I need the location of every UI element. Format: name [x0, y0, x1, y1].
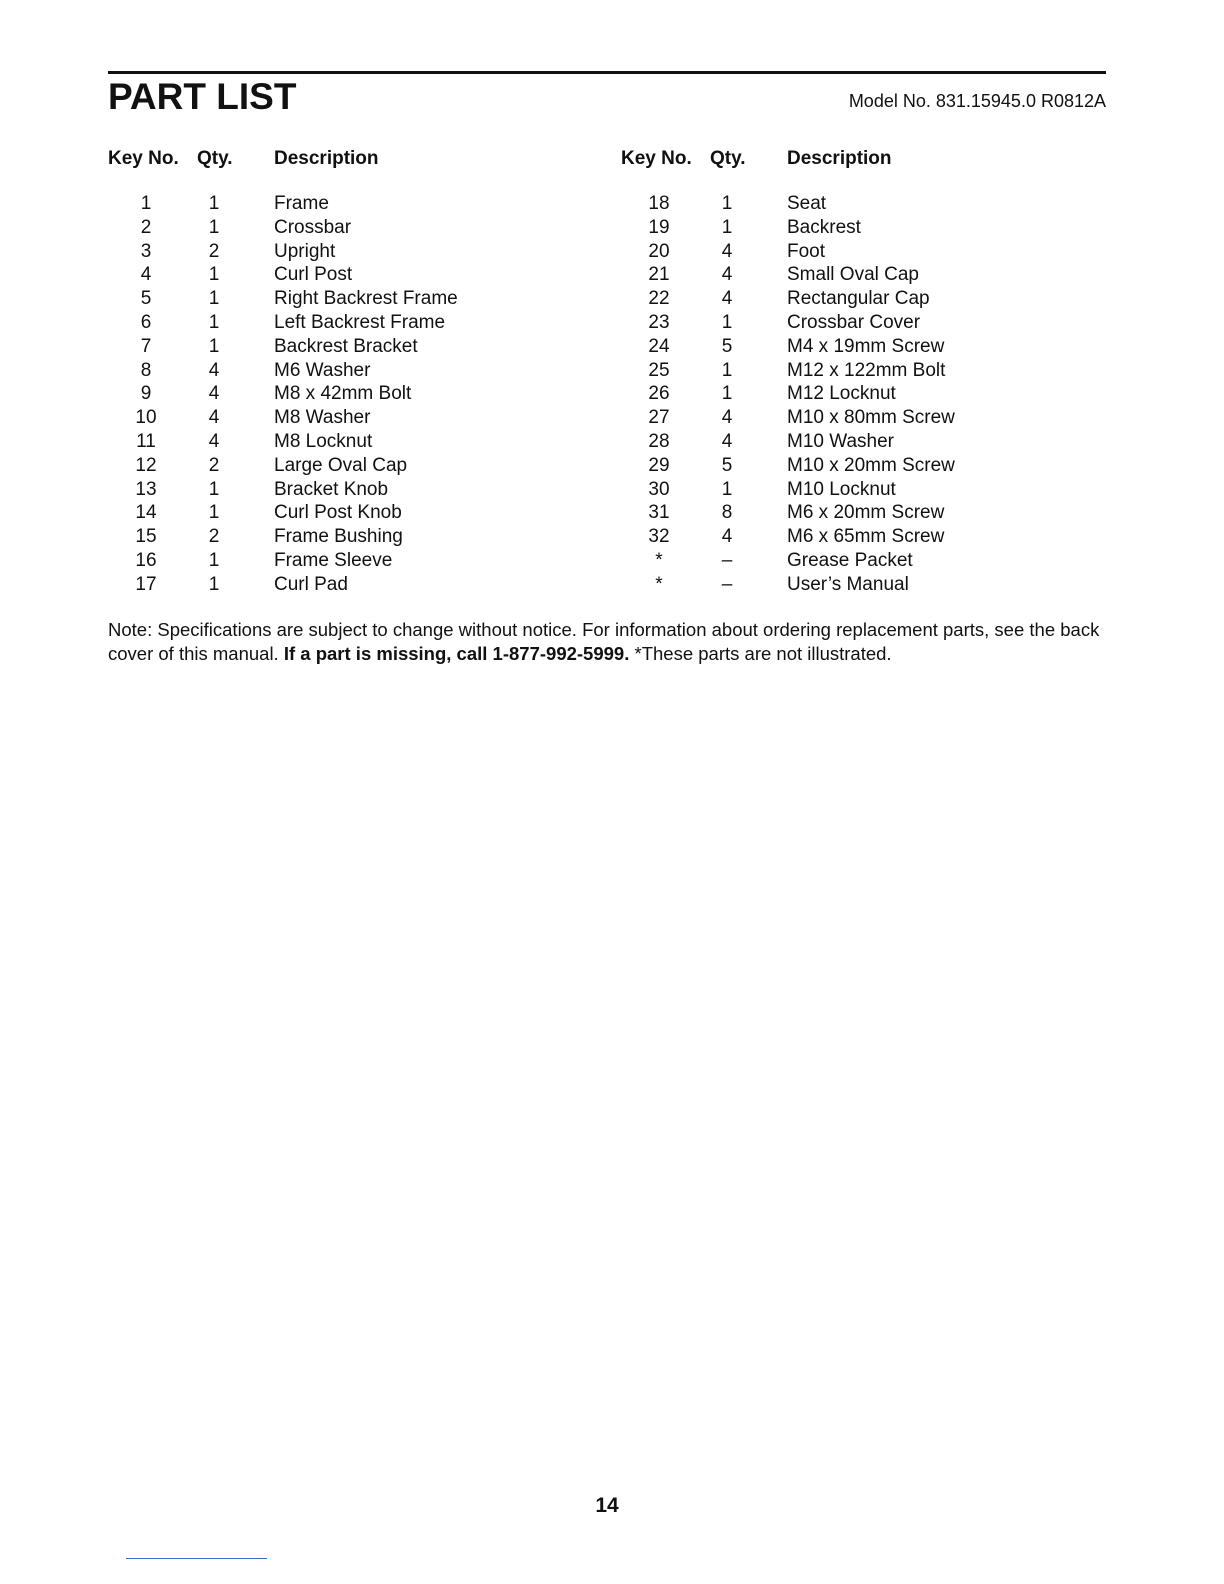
table-row — [108, 240, 588, 264]
key-column-header: Key No. — [108, 148, 179, 169]
part-description: Seat — [787, 193, 827, 214]
part-description: Foot — [787, 240, 826, 262]
part-description: M12 Locknut — [787, 383, 896, 405]
key-number: 27 — [648, 407, 670, 429]
key-number: 26 — [648, 383, 670, 405]
parts-table-left — [108, 147, 588, 597]
table-row — [108, 454, 588, 478]
part-description: Frame Sleeve — [274, 549, 393, 571]
part-description: M10 Locknut — [787, 478, 896, 500]
table-row — [621, 359, 1101, 383]
model-number: Model No. 831.15945.0 R0812A — [848, 91, 1106, 111]
parts-rows-right — [621, 192, 1101, 597]
table-row — [108, 525, 588, 549]
key-number: 9 — [140, 383, 152, 405]
table-row — [108, 501, 588, 525]
table-row — [621, 287, 1101, 311]
key-number: 1 — [140, 193, 152, 214]
part-description: Crossbar Cover — [787, 311, 921, 333]
key-number: 20 — [648, 240, 670, 262]
key-number: 4 — [140, 264, 152, 286]
qty-column-header: Qty. — [197, 148, 233, 169]
table-row — [621, 525, 1101, 549]
table-row — [621, 240, 1101, 264]
key-number: 7 — [140, 335, 152, 357]
page-number: 14 — [595, 1494, 619, 1517]
quantity: – — [721, 573, 733, 595]
key-number: 13 — [135, 478, 157, 500]
part-description: M6 x 65mm Screw — [787, 526, 945, 548]
key-number: 29 — [648, 454, 670, 476]
quantity: 1 — [208, 216, 220, 238]
table-row — [621, 406, 1101, 430]
key-number: 15 — [135, 526, 157, 548]
part-description: Backrest — [787, 216, 861, 238]
key-number: 8 — [140, 359, 152, 381]
part-description: Grease Packet — [787, 549, 913, 571]
quantity: 1 — [208, 264, 220, 286]
key-number: 5 — [140, 288, 152, 310]
table-row — [108, 406, 588, 430]
table-row — [621, 216, 1101, 240]
quantity: 2 — [208, 526, 220, 548]
parts-rows-left — [108, 192, 588, 597]
table-row — [621, 501, 1101, 525]
quantity: 5 — [721, 454, 733, 476]
part-description: Curl Pad — [274, 573, 348, 595]
table-row — [621, 454, 1101, 478]
quantity: 4 — [721, 430, 733, 452]
key-number: 28 — [648, 430, 670, 452]
part-description: Frame Bushing — [274, 526, 403, 548]
part-description: M6 Washer — [274, 359, 371, 381]
quantity: 1 — [208, 288, 220, 310]
key-number: 23 — [648, 311, 670, 333]
key-number: * — [655, 573, 663, 595]
table-row — [108, 192, 588, 216]
quantity: 2 — [208, 454, 220, 476]
part-description: Curl Post — [274, 264, 353, 286]
table-row — [621, 311, 1101, 335]
quantity: – — [721, 549, 733, 571]
quantity: 4 — [721, 407, 733, 429]
quantity: 4 — [208, 430, 220, 452]
table-row — [108, 382, 588, 406]
part-description: Large Oval Cap — [274, 454, 408, 476]
key-number: 21 — [648, 264, 670, 286]
table-row — [621, 382, 1101, 406]
header-rule — [108, 71, 1106, 74]
key-number: 16 — [135, 549, 157, 571]
key-number: 11 — [136, 430, 156, 452]
table-row — [621, 478, 1101, 502]
key-number: 19 — [648, 216, 670, 238]
quantity: 8 — [721, 502, 733, 524]
quantity: 4 — [208, 383, 220, 405]
quantity: 1 — [208, 573, 220, 595]
quantity: 4 — [721, 526, 733, 548]
quantity: 1 — [721, 383, 733, 405]
quantity: 4 — [721, 240, 733, 262]
key-number: 14 — [135, 502, 157, 524]
quantity: 1 — [721, 193, 733, 214]
table-row — [108, 287, 588, 311]
quantity: 1 — [721, 311, 733, 333]
key-number: 12 — [135, 454, 157, 476]
quantity: 4 — [208, 359, 220, 381]
quantity: 1 — [208, 193, 220, 214]
quantity: 1 — [208, 311, 220, 333]
key-number: 30 — [648, 478, 670, 500]
part-description: Upright — [274, 240, 336, 262]
part-description: M10 x 80mm Screw — [787, 407, 955, 429]
quantity: 4 — [721, 288, 733, 310]
key-number: 17 — [135, 573, 157, 595]
page-title: PART LIST — [108, 76, 297, 117]
table-row — [621, 549, 1101, 573]
table-row — [621, 335, 1101, 359]
part-description: M8 x 42mm Bolt — [274, 383, 412, 405]
part-description: Frame — [274, 193, 329, 214]
part-description: Rectangular Cap — [787, 288, 930, 310]
quantity: 5 — [721, 335, 733, 357]
key-number: 6 — [140, 311, 152, 333]
part-description: M12 x 122mm Bolt — [787, 359, 946, 381]
part-description: M10 x 20mm Screw — [787, 454, 955, 476]
table-row — [621, 192, 1101, 216]
parts-table-right — [621, 147, 1101, 597]
key-number: 10 — [135, 407, 157, 429]
table-header — [108, 147, 588, 171]
key-number: * — [655, 549, 663, 571]
table-row — [108, 359, 588, 383]
table-row — [621, 430, 1101, 454]
key-number: 18 — [648, 193, 670, 214]
key-number: 31 — [648, 502, 670, 524]
quantity: 1 — [208, 502, 220, 524]
table-row — [621, 573, 1101, 597]
part-description: M8 Locknut — [274, 430, 373, 452]
quantity: 1 — [208, 478, 220, 500]
part-description: M4 x 19mm Screw — [787, 335, 945, 357]
key-number: 2 — [140, 216, 152, 238]
table-row — [108, 311, 588, 335]
specifications-note — [108, 618, 1108, 666]
part-description: Left Backrest Frame — [274, 311, 446, 333]
key-number: 24 — [648, 335, 670, 357]
quantity: 1 — [721, 478, 733, 500]
part-description: M6 x 20mm Screw — [787, 502, 945, 524]
table-row — [108, 573, 588, 597]
part-description: Small Oval Cap — [787, 264, 919, 286]
quantity: 1 — [721, 359, 733, 381]
quantity: 2 — [208, 240, 220, 262]
key-number: 25 — [648, 359, 670, 381]
note-text-after: *These parts are not illustrated. — [629, 643, 892, 664]
key-number: 22 — [648, 288, 670, 310]
footer-line — [126, 1558, 267, 1559]
quantity: 1 — [721, 216, 733, 238]
quantity: 1 — [208, 335, 220, 357]
part-description: Bracket Knob — [274, 478, 389, 500]
missing-part-phone: If a part is missing, call 1-877-992-5999. — [283, 643, 630, 664]
part-description: M8 Washer — [274, 407, 371, 429]
key-column-header: Key No. — [621, 148, 692, 169]
part-description: M10 Washer — [787, 430, 894, 452]
table-row — [108, 263, 588, 287]
part-description: Right Backrest Frame — [274, 288, 458, 310]
table-row — [108, 335, 588, 359]
part-description: User’s Manual — [787, 573, 909, 595]
table-row — [621, 263, 1101, 287]
quantity: 4 — [721, 264, 733, 286]
description-column-header: Description — [787, 148, 892, 169]
quantity: 1 — [208, 549, 220, 571]
note-text: Note: Specifications are subject to change without notice. For information about ordering replacement parts, see the back cover of this manual. — [108, 619, 1100, 664]
table-header — [621, 147, 1101, 171]
description-column-header: Description — [274, 148, 379, 169]
part-description: Crossbar — [274, 216, 352, 238]
table-row — [108, 216, 588, 240]
part-description: Backrest Bracket — [274, 335, 418, 357]
part-description: Curl Post Knob — [274, 502, 402, 524]
table-row — [108, 478, 588, 502]
key-number: 3 — [140, 240, 152, 262]
qty-column-header: Qty. — [710, 148, 746, 169]
key-number: 32 — [648, 526, 670, 548]
table-row — [108, 549, 588, 573]
quantity: 4 — [208, 407, 220, 429]
table-row — [108, 430, 588, 454]
